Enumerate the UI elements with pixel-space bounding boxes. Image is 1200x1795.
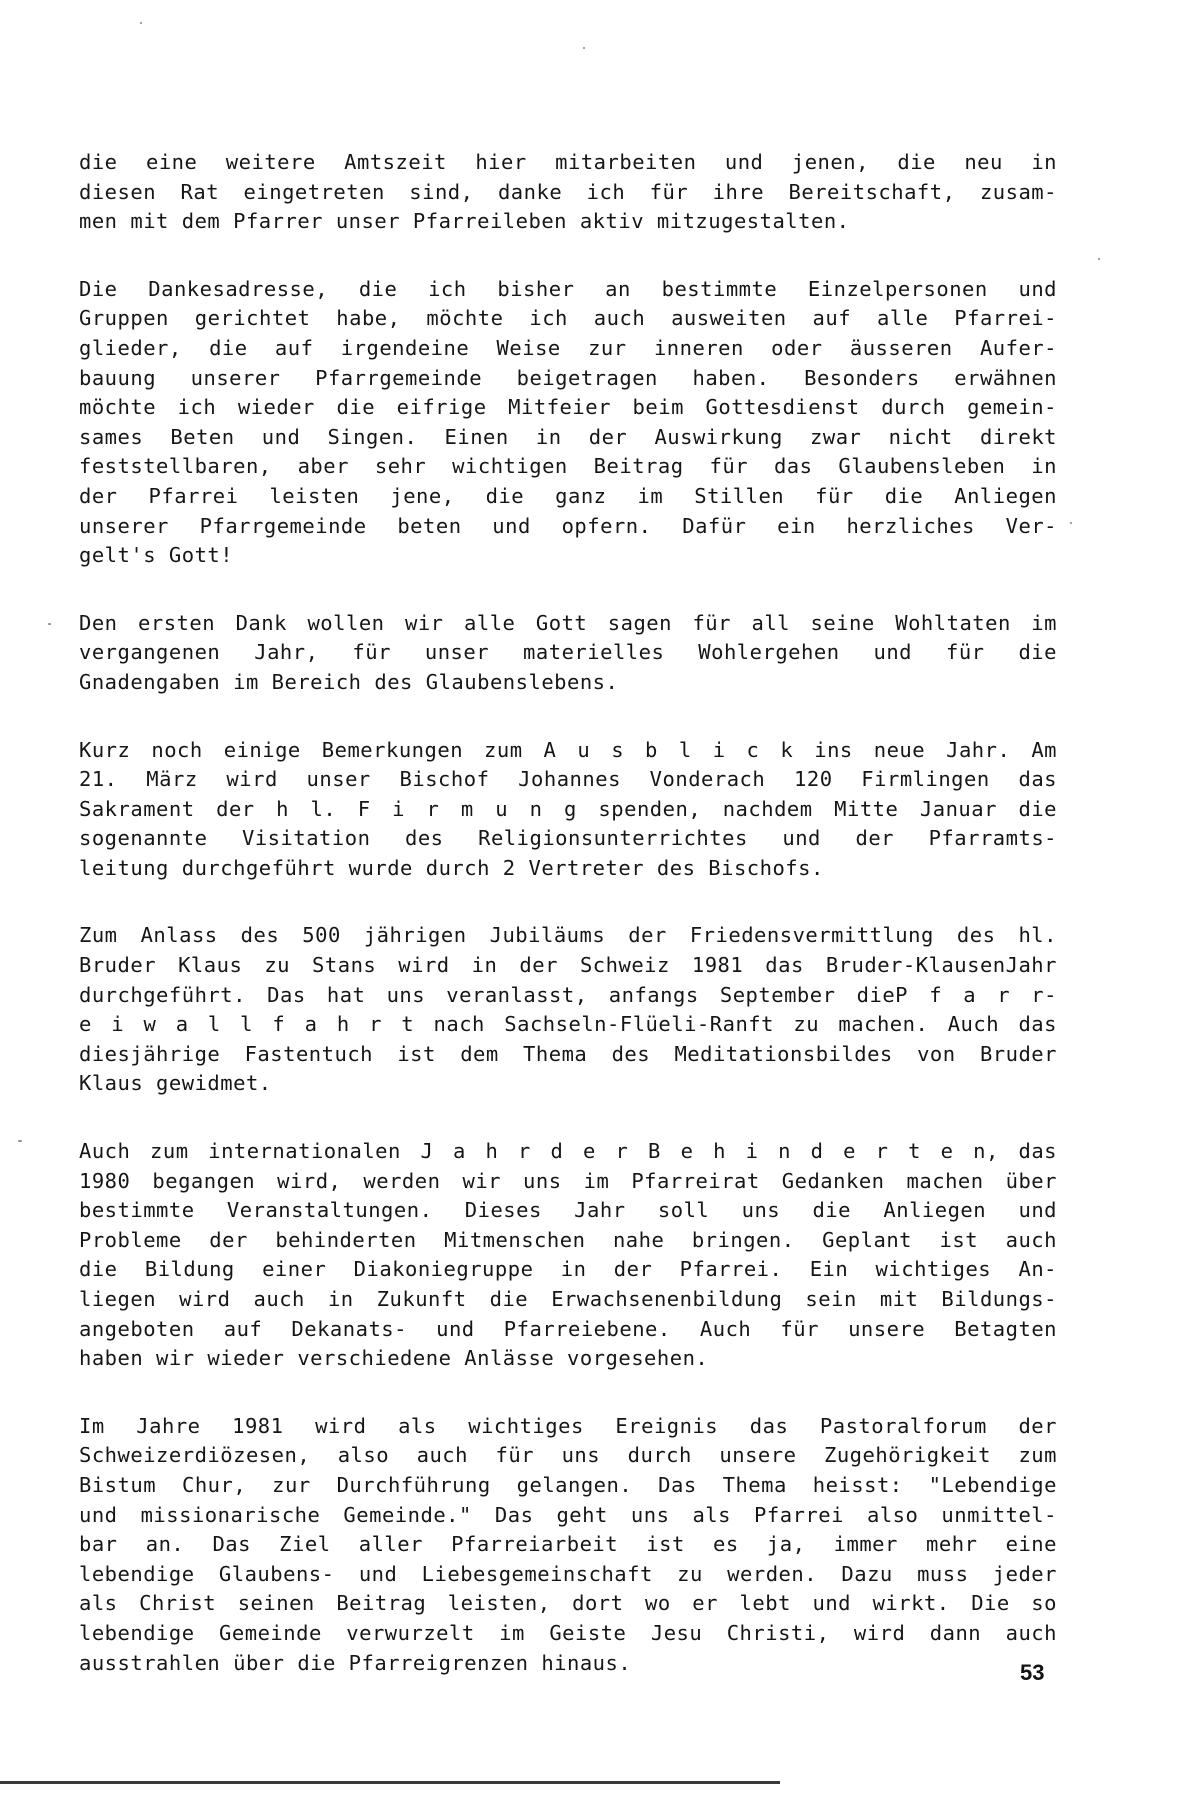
text-line: die Bildung einer Diakoniegruppe in der Pfarrei. Ein wichtiges An-: [79, 1257, 1057, 1282]
text-line: Die Dankesadresse, die ich bisher an bestimmte Einzelpersonen und: [79, 276, 1057, 301]
text-line: durchgeführt. Das hat uns veranlasst, anfangs September dieP f a r r-: [79, 982, 1057, 1007]
text-line: liegen wird auch in Zukunft die Erwachsenenbildung sein mit Bildungs-: [79, 1287, 1057, 1311]
text-line: möchte ich wieder die eifrige Mitfeier beim Gottesdienst durch gemein-: [79, 395, 1057, 420]
text-line: haben wir wieder verschiedene Anlässe vorgesehen.: [79, 1346, 709, 1371]
paragraph-pastoral-forum: [79, 1412, 1057, 1678]
scan-speck: [140, 22, 142, 24]
scan-speck: [1098, 258, 1100, 260]
text-line: feststellbaren, aber sehr wichtigen Beitrag für das Glaubensleben in: [79, 454, 1057, 479]
paragraph-year-of-disabled: [79, 1137, 1057, 1374]
text-line: 21. März wird unser Bischof Johannes Vonderach 120 Firmlingen das: [79, 767, 1057, 792]
text-line: diesen Rat eingetreten sind, danke ich für ihre Bereitschaft, zusam-: [79, 179, 1057, 204]
text-line: Klaus gewidmet.: [79, 1071, 272, 1096]
text-line: men mit dem Pfarrer unser Pfarreileben aktiv mitzugestalten.: [79, 209, 850, 234]
text-line: bestimmte Veranstaltungen. Dieses Jahr soll uns die Anliegen und: [79, 1198, 1057, 1223]
text-line: die eine weitere Amtszeit hier mitarbeiten und jenen, die neu in: [79, 150, 1057, 174]
scan-edge-rule: [0, 1781, 780, 1784]
text-line: sames Beten und Singen. Einen in der Auswirkung zwar nicht direkt: [79, 424, 1057, 449]
text-line: unserer Pfarrgemeinde beten und opfern. Dafür ein herzliches Ver-: [79, 513, 1057, 538]
text-line: Im Jahre 1981 wird als wichtiges Ereignis das Pastoralforum der: [79, 1413, 1057, 1438]
text-line: bar an. Das Ziel aller Pfarreiarbeit ist es ja, immer mehr eine: [79, 1532, 1057, 1557]
text-line: Bruder Klaus zu Stans wird in der Schweiz 1981 das Bruder-KlausenJahr: [79, 953, 1057, 978]
text-line: gelt's Gott!: [79, 543, 234, 568]
scan-speck: [1070, 522, 1072, 524]
text-line: lebendige Gemeinde verwurzelt im Geiste Jesu Christi, wird dann auch: [79, 1620, 1057, 1645]
text-line: Kurz noch einige Bemerkungen zum A u s b l i c k ins neue Jahr. Am: [79, 737, 1057, 762]
text-line: Auch zum internationalen J a h r d e r B e h i n d e r t e n, das: [79, 1139, 1057, 1164]
text-line: lebendige Glaubens- und Liebesgemeinschaft zu werden. Dazu muss jeder: [79, 1561, 1057, 1586]
text-line: vergangenen Jahr, für unser materielles Wohlergehen und für die: [79, 640, 1057, 665]
text-line: e i w a l l f a h r t nach Sachseln-Flüeli-Ranft zu machen. Auch das: [79, 1012, 1057, 1037]
text-line: Zum Anlass des 500 jährigen Jubiläums der Friedensvermittlung des hl.: [79, 923, 1057, 948]
text-line: diesjährige Fastentuch ist dem Thema des Meditationsbildes von Bruder: [79, 1041, 1057, 1066]
scan-speck: [18, 1140, 22, 1142]
text-line: leitung durchgeführt wurde durch 2 Vertreter des Bischofs.: [79, 855, 824, 880]
text-line: Gruppen gerichtet habe, möchte ich auch ausweiten auf alle Pfarrei-: [79, 306, 1057, 331]
text-line: 1980 begangen wird, werden wir uns im Pfarreirat Gedanken machen über: [79, 1168, 1057, 1193]
text-line: der Pfarrei leisten jene, die ganz im Stillen für die Anliegen: [79, 483, 1057, 508]
text-line: als Christ seinen Beitrag leisten, dort wo er lebt und wirkt. Die so: [79, 1591, 1057, 1616]
text-line: angeboten auf Dekanats- und Pfarreiebene. Auch für unsere Betagten: [79, 1316, 1057, 1341]
text-line: Schweizerdiözesen, also auch für uns durch unsere Zugehörigkeit zum: [79, 1443, 1057, 1468]
page-number: 53: [1020, 1660, 1045, 1685]
text-line: glieder, die auf irgendeine Weise zur inneren oder äusseren Aufer-: [79, 335, 1057, 360]
text-line: und missionarische Gemeinde." Das geht uns als Pfarrei also unmittel-: [79, 1502, 1057, 1527]
document-body: [79, 148, 1057, 1716]
text-line: ausstrahlen über die Pfarreigrenzen hinaus.: [79, 1650, 632, 1675]
text-line: bauung unserer Pfarrgemeinde beigetragen haben. Besonders erwähnen: [79, 365, 1057, 390]
text-line: sogenannte Visitation des Religionsunterrichtes und der Pfarramts-: [79, 826, 1057, 851]
text-line: Den ersten Dank wollen wir alle Gott sagen für all seine Wohltaten im: [79, 610, 1057, 635]
text-line: Probleme der behinderten Mitmenschen nahe bringen. Geplant ist auch: [79, 1227, 1057, 1252]
text-line: Bistum Chur, zur Durchführung gelangen. Das Thema heisst: "Lebendige: [79, 1472, 1057, 1497]
paragraph-thanks-to-god: [79, 609, 1057, 698]
paragraph-parishioner-thanks: [79, 275, 1057, 571]
scan-speck: [583, 47, 585, 49]
scan-speck: [48, 623, 51, 625]
text-line: Gnadengaben im Bereich des Glaubenslebens.: [79, 669, 619, 694]
paragraph-council-thanks: [79, 148, 1057, 237]
paragraph-bruder-klaus: [79, 921, 1057, 1099]
text-line: Sakrament der h l. F i r m u n g spenden, nachdem Mitte Januar die: [79, 796, 1057, 821]
paragraph-outlook: [79, 736, 1057, 884]
